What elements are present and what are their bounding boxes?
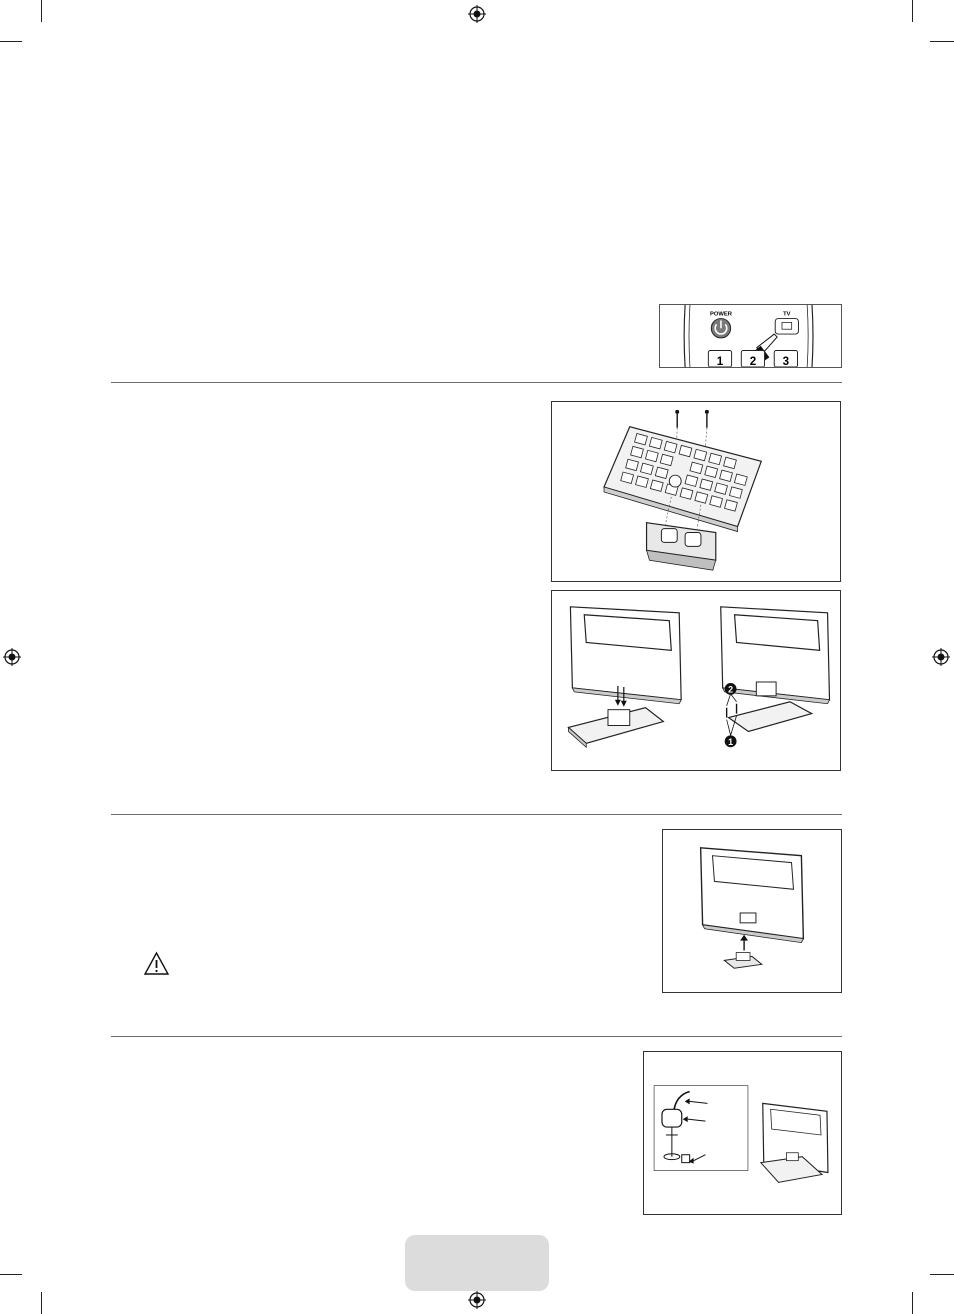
section-divider bbox=[111, 1036, 842, 1037]
callout-1-icon bbox=[725, 735, 737, 747]
screw-icon bbox=[675, 410, 709, 428]
page-number-tab bbox=[405, 1235, 549, 1291]
key-2: 2 bbox=[749, 355, 757, 367]
tv-source-icon bbox=[775, 319, 798, 335]
section-divider bbox=[111, 814, 842, 815]
callout-2-icon bbox=[725, 683, 737, 695]
section-divider bbox=[111, 382, 842, 383]
key-3: 3 bbox=[782, 355, 790, 367]
registration-mark-icon bbox=[468, 5, 486, 23]
caution-icon bbox=[143, 951, 170, 976]
tv-label: TV bbox=[783, 311, 791, 318]
kensington-lock-figure bbox=[643, 1051, 842, 1215]
remote-control-figure bbox=[659, 304, 842, 368]
power-label: POWER bbox=[710, 311, 732, 318]
tv-stand-attach-figure bbox=[551, 590, 841, 771]
stand-base-figure bbox=[551, 401, 841, 582]
registration-mark-icon bbox=[932, 648, 950, 666]
registration-mark-icon bbox=[468, 1291, 486, 1309]
registration-mark-icon bbox=[3, 648, 21, 666]
power-icon bbox=[711, 319, 730, 338]
svg-text:2: 2 bbox=[728, 684, 734, 695]
tv-detach-stand-figure bbox=[662, 829, 842, 993]
svg-text:1: 1 bbox=[728, 736, 734, 747]
key-1: 1 bbox=[716, 355, 724, 367]
